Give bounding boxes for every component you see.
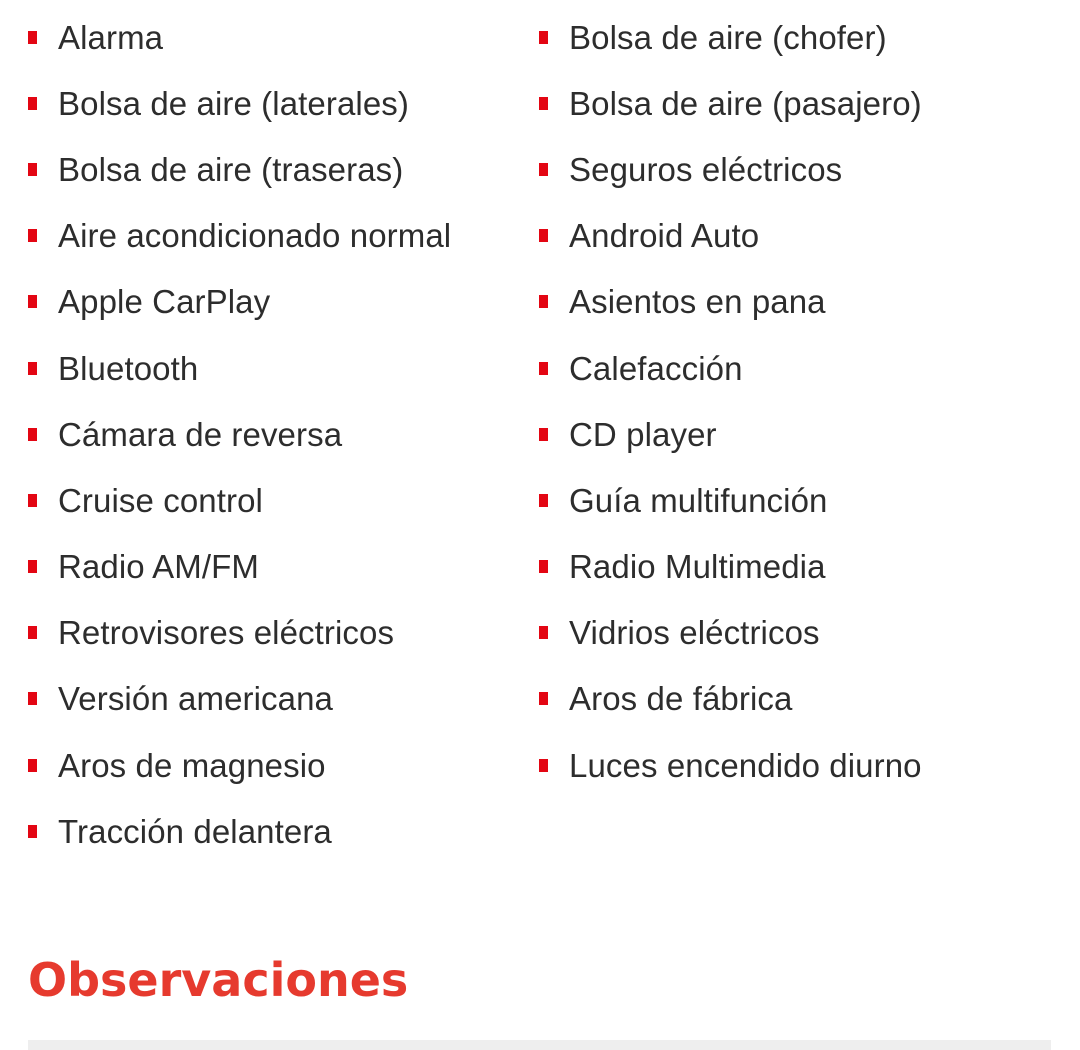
feature-label: Asientos en pana (569, 283, 826, 321)
feature-label: CD player (569, 415, 717, 453)
feature-item (539, 600, 922, 666)
bullet-icon (28, 626, 37, 639)
feature-label: Luces encendido diurno (569, 746, 922, 784)
feature-item (28, 666, 451, 732)
feature-label: Android Auto (569, 217, 760, 255)
feature-item (539, 70, 922, 136)
feature-label: Cruise control (58, 481, 263, 519)
feature-label: Guía multifunción (569, 481, 828, 519)
bullet-icon (28, 494, 37, 507)
feature-label: Alarma (58, 18, 164, 56)
feature-item (539, 534, 922, 600)
feature-item (28, 534, 451, 600)
bullet-icon (28, 295, 37, 308)
bullet-icon (539, 229, 548, 242)
bullet-icon (539, 428, 548, 441)
feature-item (28, 467, 451, 533)
bullet-icon (539, 163, 548, 176)
feature-item (539, 136, 922, 202)
bullet-icon (28, 428, 37, 441)
bullet-icon (28, 229, 37, 242)
feature-item (539, 269, 922, 335)
bullet-icon (539, 692, 548, 705)
feature-item (28, 335, 451, 401)
bullet-icon (539, 295, 548, 308)
features-column-left (28, 4, 451, 864)
feature-label: Bolsa de aire (traseras) (58, 150, 404, 188)
feature-item (539, 467, 922, 533)
bullet-icon (28, 362, 37, 375)
feature-label: Aros de fábrica (569, 680, 793, 718)
feature-item (28, 798, 451, 864)
feature-item (28, 70, 451, 136)
feature-label: Versión americana (58, 680, 334, 718)
feature-item (539, 4, 922, 70)
feature-label: Bolsa de aire (pasajero) (569, 84, 922, 122)
feature-label: Radio Multimedia (569, 548, 826, 586)
feature-label: Seguros eléctricos (569, 150, 843, 188)
bullet-icon (539, 759, 548, 772)
feature-item (539, 335, 922, 401)
feature-item (28, 600, 451, 666)
bullet-icon (539, 31, 548, 44)
bullet-icon (28, 692, 37, 705)
feature-label: Aire acondicionado normal (58, 217, 452, 255)
bullet-icon (539, 626, 548, 639)
feature-item (539, 401, 922, 467)
feature-item (28, 269, 451, 335)
feature-item (28, 136, 451, 202)
feature-item (28, 401, 451, 467)
bullet-icon (28, 31, 37, 44)
feature-label: Cámara de reversa (58, 415, 343, 453)
bullet-icon (28, 759, 37, 772)
observations-title: Observaciones (28, 953, 409, 1007)
feature-item (28, 203, 451, 269)
bullet-icon (28, 560, 37, 573)
feature-label: Radio AM/FM (58, 548, 259, 586)
feature-item (539, 732, 922, 798)
feature-label: Bluetooth (58, 349, 199, 387)
feature-item (28, 732, 451, 798)
bullet-icon (539, 494, 548, 507)
feature-label: Tracción delantera (58, 812, 332, 850)
bullet-icon (28, 825, 37, 838)
feature-item (539, 666, 922, 732)
feature-label: Calefacción (569, 349, 743, 387)
feature-label: Aros de magnesio (58, 746, 326, 784)
features-column-right (539, 4, 922, 798)
feature-label: Retrovisores eléctricos (58, 614, 395, 652)
feature-label: Apple CarPlay (58, 283, 271, 321)
bullet-icon (539, 97, 548, 110)
feature-item (539, 203, 922, 269)
bullet-icon (539, 560, 548, 573)
feature-item (28, 4, 451, 70)
observations-box (28, 1040, 1051, 1050)
feature-label: Bolsa de aire (chofer) (569, 18, 887, 56)
feature-label: Bolsa de aire (laterales) (58, 84, 409, 122)
bullet-icon (539, 362, 548, 375)
bullet-icon (28, 97, 37, 110)
bullet-icon (28, 163, 37, 176)
feature-label: Vidrios eléctricos (569, 614, 820, 652)
